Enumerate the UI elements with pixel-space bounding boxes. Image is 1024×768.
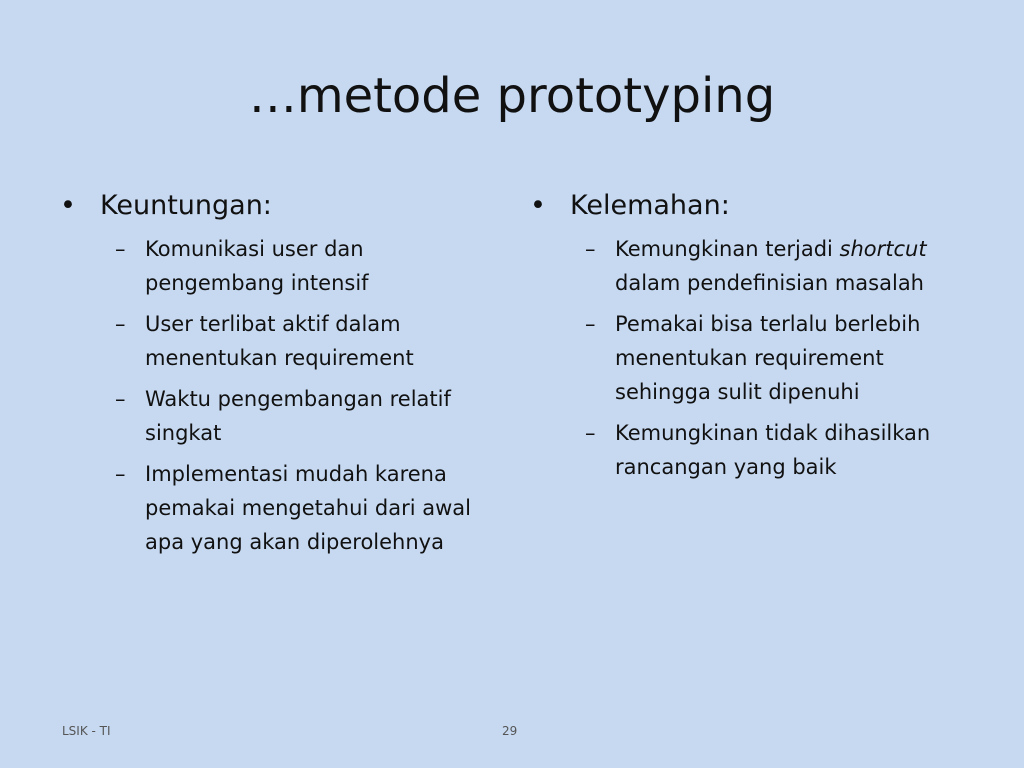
disadvantages-heading: • Kelemahan:	[530, 188, 960, 224]
page-number: 29	[502, 724, 518, 738]
footer-label: LSIK - TI	[62, 724, 111, 738]
advantage-item: – Implementasi mudah karena pemakai mengetahui dari awal apa yang akan diperolehnya	[115, 457, 490, 559]
slide-title: …metode prototyping	[248, 68, 776, 124]
disadvantage-text-after: dalam pendefinisian masalah	[615, 271, 924, 295]
advantage-item: – Waktu pengembangan relatif singkat	[115, 382, 490, 450]
disadvantage-item: – Pemakai bisa terlalu berlebih menentukan requirement sehingga sulit dipenuhi	[585, 307, 960, 409]
advantage-item: – Komunikasi user dan pengembang intensif	[115, 232, 490, 300]
advantages-column	[60, 188, 490, 566]
shortcut-emphasis: shortcut	[839, 237, 927, 261]
disadvantage-item: – Kemungkinan tidak dihasilkan rancangan yang baik	[585, 416, 960, 484]
advantages-heading: • Keuntungan:	[60, 188, 490, 224]
disadvantages-column	[530, 188, 960, 491]
disadvantages-list	[530, 232, 960, 484]
disadvantage-text-before: Kemungkinan terjadi	[615, 237, 840, 261]
advantage-item: – User terlibat aktif dalam menentukan requirement	[115, 307, 490, 375]
advantages-list	[60, 232, 490, 559]
disadvantage-item	[585, 232, 960, 300]
